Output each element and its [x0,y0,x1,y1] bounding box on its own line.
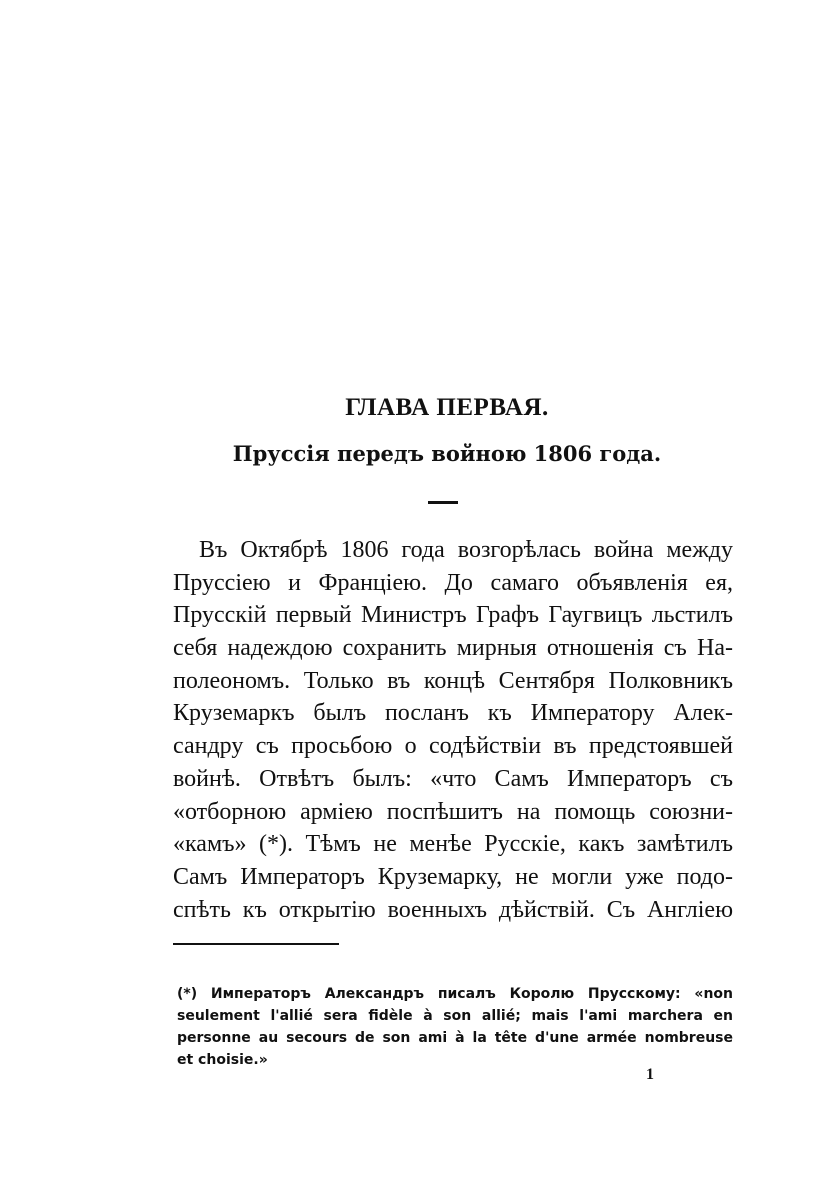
footnote-line: seulement l'allié sera fidèle à son allié; mais l'ami marchera en [177,1008,733,1024]
body-line: Въ Октябрѣ 1806 года возгорѣлась война между [199,537,733,563]
body-line: Прусскій первый Министръ Графъ Гаугвицъ льстилъ [173,602,733,629]
body-line: полеономъ. Только въ концѣ Сентября Полковникъ [173,667,733,694]
body-paragraph [173,534,733,926]
body-line: сандру съ просьбою о содѣйствіи въ предстоявшей [173,733,733,760]
chapter-subtitle: Пруссія передъ войною 1806 года. [232,441,662,466]
body-line: «отборною арміею поспѣшитъ на помощь союзни- [173,798,733,825]
footnote-separator-rule [173,943,339,945]
footnote-line: personne au secours de son ami à la tête d'une armée nombreuse [177,1030,733,1046]
body-line: «камъ» (*). Тѣмъ не менѣе Русскіе, какъ замѣтилъ [173,831,733,858]
body-line: Самъ Императоръ Круземарку, не могли уже подо- [173,863,733,890]
body-line: себя надеждою сохранить мирныя отношенія съ На- [173,635,733,662]
body-line: Пруссіею и Франціею. До самаго объявленія ея, [173,569,733,596]
page-number: 1 [646,1066,654,1083]
chapter-title: ГЛАВА ПЕРВАЯ. [345,394,549,421]
footnote [177,983,733,1071]
body-line: спѣть къ открытію военныхъ дѣйствій. Съ Англіею [173,896,733,923]
footnote-line: et choisie.» [177,1052,268,1068]
body-line: войнѣ. Отвѣтъ былъ: «что Самъ Императоръ съ [173,765,733,792]
body-line: Круземаркъ былъ посланъ къ Императору Алек- [173,700,733,727]
footnote-line: (*) Императоръ Александръ писалъ Королю Прусскому: «non [177,986,733,1002]
title-separator-dash [428,501,458,504]
